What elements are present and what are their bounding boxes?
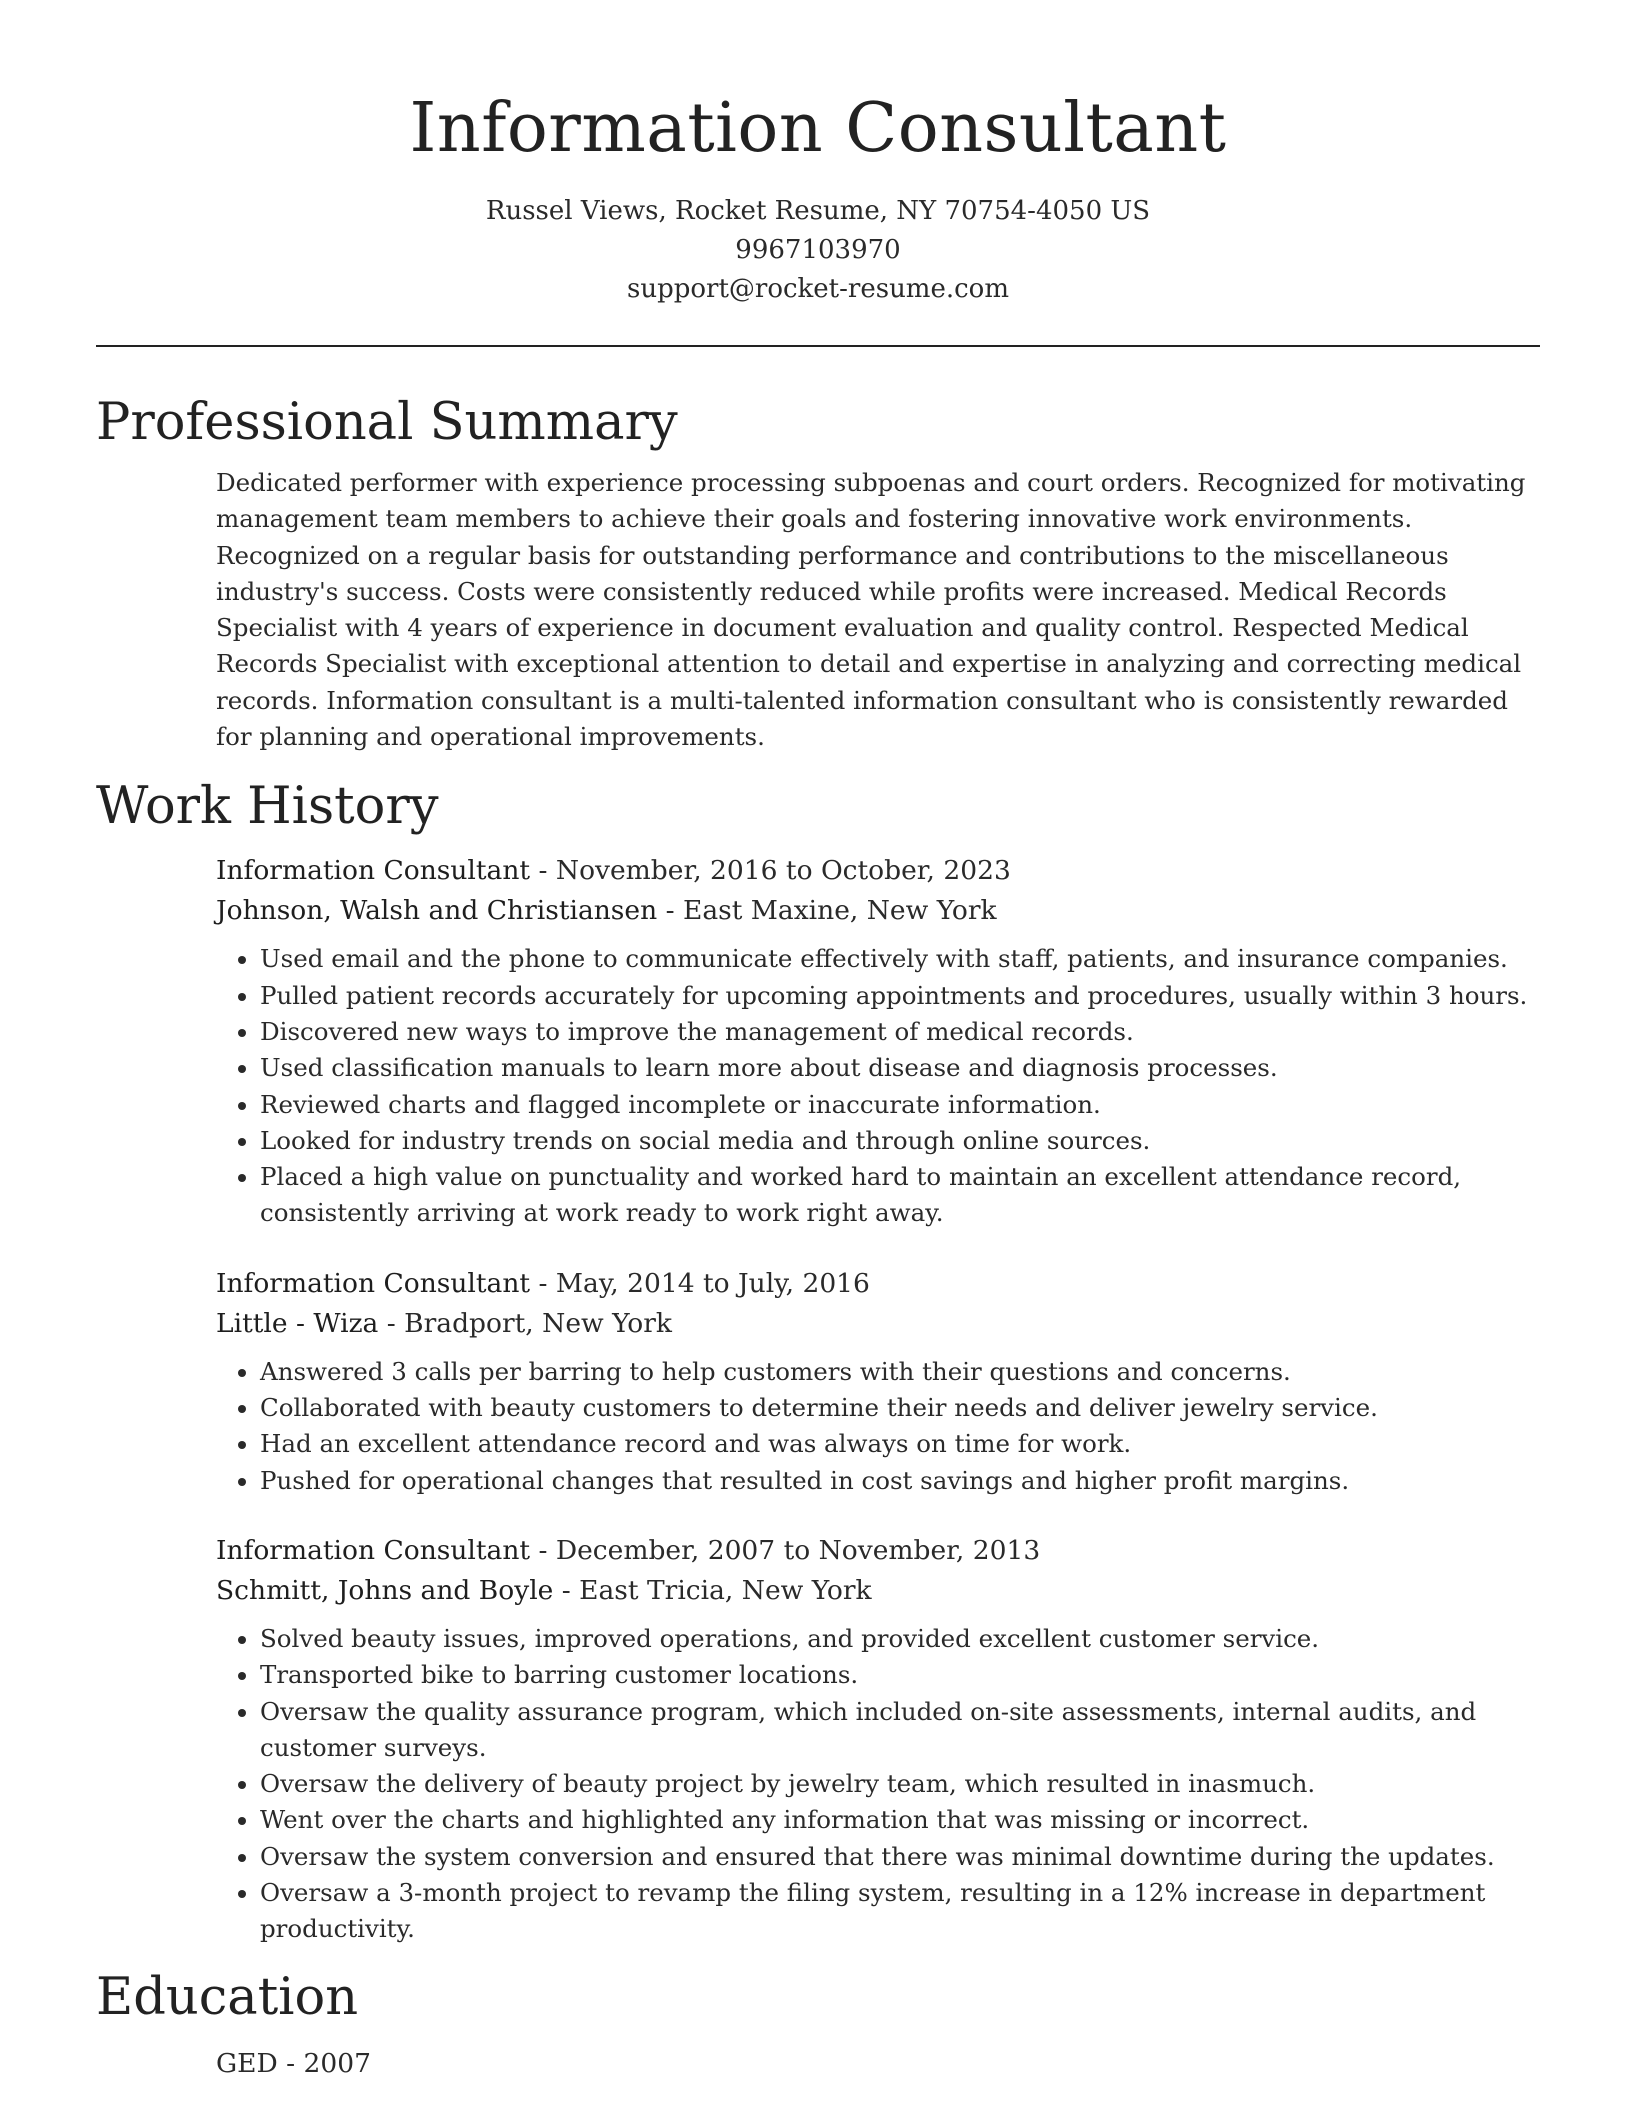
job-location: - East Maxine, New York (657, 895, 997, 927)
job-company: Schmitt, Johns and Boyle (216, 1574, 554, 1606)
address-text: Russel Views, Rocket Resume, NY 70754-4050 US (485, 196, 1151, 226)
job-title-line (216, 851, 1540, 891)
job-company: Little - Wiza (216, 1307, 379, 1339)
work-history-heading: Work History (96, 777, 439, 837)
job-dates: - November, 2016 to October, 2023 (530, 855, 1011, 887)
job-bullet-list (216, 941, 1540, 1231)
job-bullet-list (216, 1621, 1540, 1948)
job-bullet: • Transported bike to barring customer locations. (260, 1657, 1540, 1693)
job-bullet: • Pulled patient records accurately for upcoming appointments and procedures, usually within 3 hours. (260, 978, 1540, 1014)
job-company-line (216, 1571, 1540, 1611)
summary-heading: Professional Summary (96, 393, 678, 452)
job-title-line (216, 1264, 1540, 1304)
email-text: support@rocket-resume.com (626, 274, 1009, 304)
job-company-line (216, 1304, 1540, 1344)
work-history-list (216, 851, 1540, 1947)
job-title: Information Consultant (216, 855, 531, 887)
summary-text: Dedicated performer with experience processing subpoenas and court orders. Recognized for motivating management team members to achieve their goals and fostering innovative work environments. Recognized on a regular basis for outstanding performance and contributions to the miscellaneous industry's success. Costs were consistently reduced while profits were increased. Medical Records Specialist with 4 years of experience in document evaluation and quality control. Respected Medical Records Specialist with exceptional attention to detail and expertise in analyzing and correcting medical records. Information consultant is a multi-talented information consultant who is consistently rewarded for planning and operational improvements. (216, 468, 1526, 752)
job-bullet: • Collaborated with beauty customers to determine their needs and deliver jewelry service. (260, 1390, 1540, 1426)
job-company-line (216, 891, 1540, 931)
job-entry (216, 1264, 1540, 1499)
job-bullet: • Went over the charts and highlighted any information that was missing or incorrect. (260, 1802, 1540, 1838)
contact-block (96, 192, 1540, 309)
job-entry (216, 1531, 1540, 1948)
job-bullet: • Placed a high value on punctuality and worked hard to maintain an excellent attendance record, consistently arriving at work ready to work right away. (260, 1159, 1540, 1232)
education-entry: GED - 2007 (216, 2047, 372, 2079)
job-bullet: • Oversaw a 3-month project to revamp the filing system, resulting in a 12% increase in department productivity. (260, 1875, 1540, 1948)
job-title: Information Consultant (216, 1267, 531, 1299)
job-dates: - December, 2007 to November, 2013 (530, 1534, 1041, 1566)
job-bullet: • Discovered new ways to improve the management of medical records. (260, 1014, 1540, 1050)
job-dates: - May, 2014 to July, 2016 (530, 1267, 870, 1299)
job-company: Johnson, Walsh and Christiansen (216, 895, 658, 927)
resume-page (96, 0, 1540, 2084)
job-bullet: • Reviewed charts and flagged incomplete or inaccurate information. (260, 1087, 1540, 1123)
job-bullet: • Used classification manuals to learn more about disease and diagnosis processes. (260, 1050, 1540, 1086)
job-bullet: • Used email and the phone to communicate effectively with staff, patients, and insurance companies. (260, 941, 1540, 977)
job-bullet: • Solved beauty issues, improved operations, and provided excellent customer service. (260, 1621, 1540, 1657)
resume-header (96, 0, 1540, 309)
job-location: - Bradport, New York (378, 1307, 672, 1339)
job-bullet: • Looked for industry trends on social media and through online sources. (260, 1123, 1540, 1159)
job-bullet-list (216, 1354, 1540, 1499)
job-location: - East Tricia, New York (553, 1574, 872, 1606)
candidate-name: Information Consultant (409, 89, 1227, 168)
phone-text: 9967103970 (735, 235, 901, 265)
job-entry (216, 851, 1540, 1231)
job-title: Information Consultant (216, 1534, 531, 1566)
job-bullet: • Had an excellent attendance record and was always on time for work. (260, 1426, 1540, 1462)
job-bullet: • Answered 3 calls per barring to help customers with their questions and concerns. (260, 1354, 1540, 1390)
job-title-line (216, 1531, 1540, 1571)
education-heading: Education (96, 1967, 359, 2027)
job-bullet: • Pushed for operational changes that resulted in cost savings and higher profit margins. (260, 1463, 1540, 1499)
job-bullet: • Oversaw the system conversion and ensured that there was minimal downtime during the updates. (260, 1839, 1540, 1875)
header-divider (96, 345, 1540, 347)
job-bullet: • Oversaw the delivery of beauty project by jewelry team, which resulted in inasmuch. (260, 1766, 1540, 1802)
education-list (216, 2044, 1540, 2084)
job-bullet: • Oversaw the quality assurance program, which included on-site assessments, internal audits, and customer surveys. (260, 1694, 1540, 1767)
